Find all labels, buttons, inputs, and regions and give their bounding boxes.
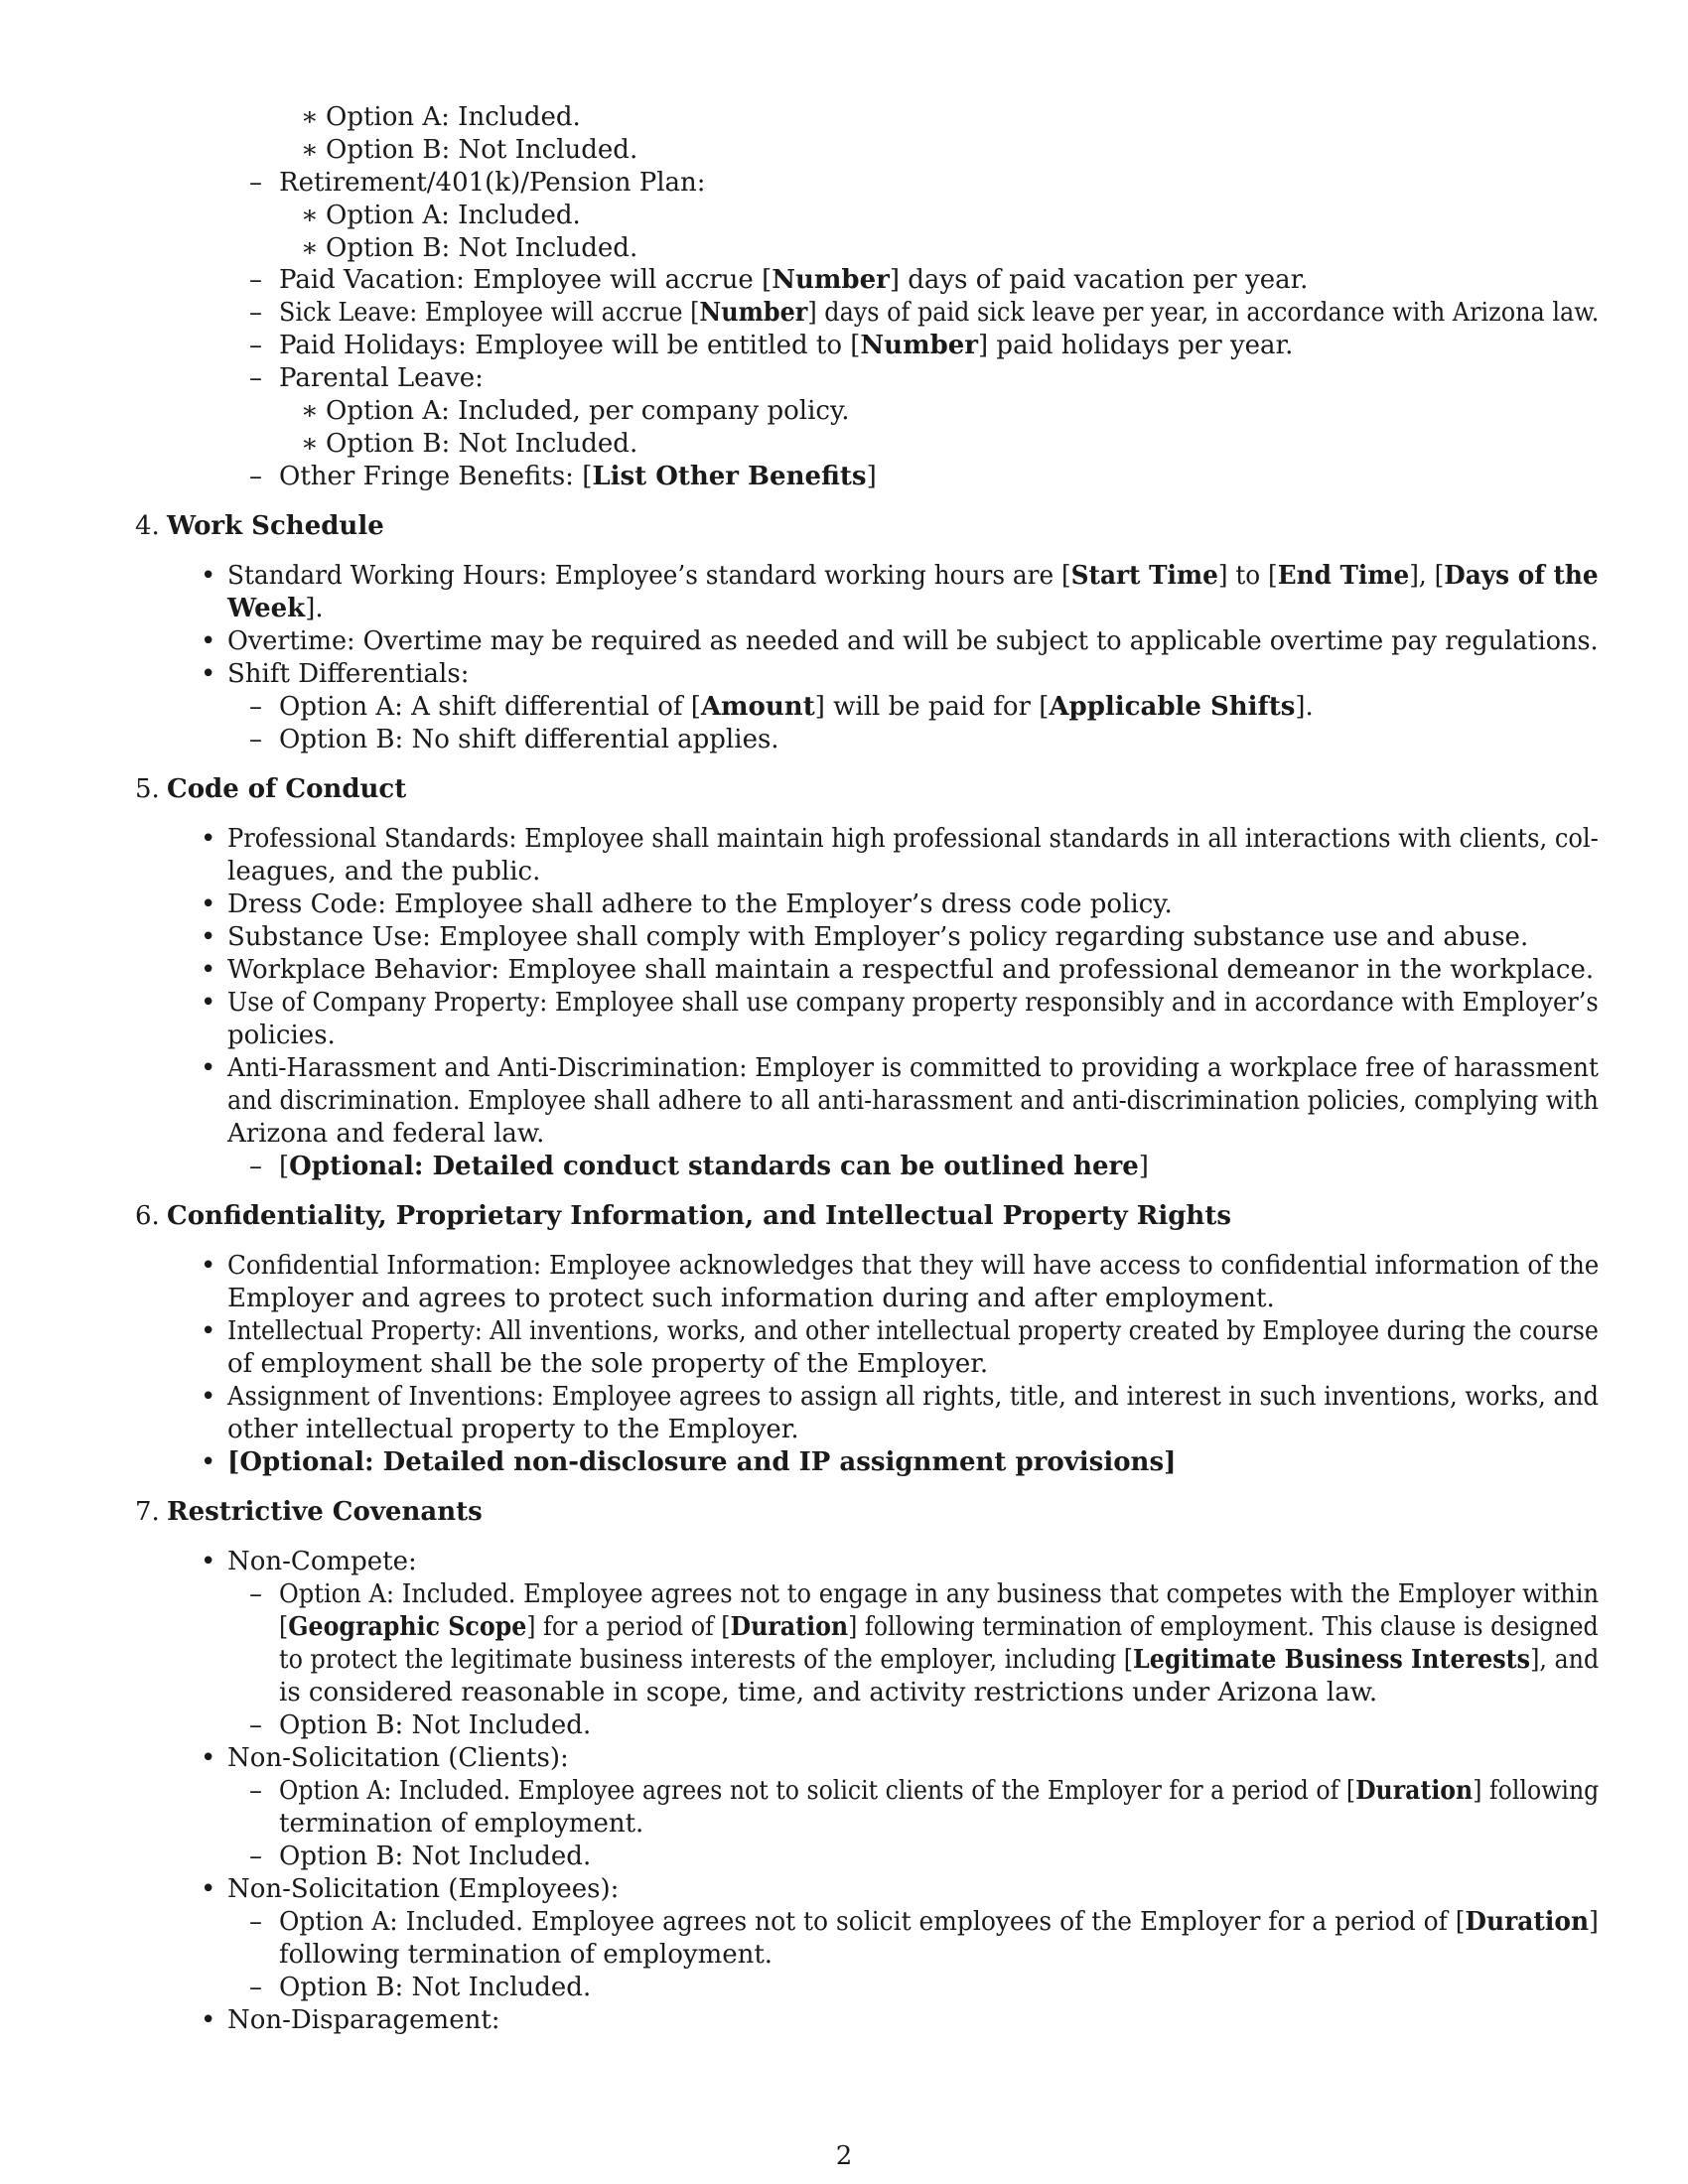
section-heading: Work Schedule — [167, 511, 384, 541]
list-item-continuation: following termination of employment. — [279, 1940, 774, 1970]
bullet-marker: • — [201, 1447, 216, 1477]
star-marker: ∗ — [301, 396, 319, 426]
section-number: 7. — [135, 1497, 160, 1527]
list-item: Option B: Not Included. — [279, 1710, 592, 1740]
dash-marker: – — [249, 1907, 262, 1937]
list-item: Option B: Not Included. — [326, 233, 638, 263]
star-marker: ∗ — [301, 429, 319, 459]
list-item-continuation: other intellectual property to the Employer. — [227, 1415, 799, 1444]
list-item: Option A: Included. — [326, 102, 581, 132]
list-item: Option B: Not Included. — [279, 1842, 592, 1871]
bullet-marker: • — [201, 824, 216, 854]
list-item: Option B: No shift differential applies. — [279, 725, 779, 754]
list-item-continuation: and discrimination. Employee shall adhere to all anti-harassment and anti-discrimination policies, complying with — [227, 1086, 1599, 1116]
list-item: Parental Leave: — [279, 363, 484, 393]
list-item-continuation: termination of employment. — [279, 1809, 644, 1839]
bullet-marker: • — [201, 1251, 216, 1281]
list-item: Option B: Not Included. — [326, 429, 638, 459]
dash-marker: – — [249, 1579, 262, 1609]
star-marker: ∗ — [301, 233, 319, 263]
bullet-marker: • — [201, 659, 216, 689]
dash-marker: – — [249, 363, 262, 393]
star-marker: ∗ — [301, 201, 319, 230]
bullet-marker: • — [201, 922, 216, 952]
list-item: Overtime: Overtime may be required as needed and will be subject to applicable overtime pay regulations. — [227, 626, 1599, 656]
page-number: 2 — [835, 2141, 853, 2171]
dash-marker: – — [249, 298, 262, 328]
list-item: Option A: Included. Employee agrees not to solicit clients of the Employer for a period of [Duration] following — [279, 1776, 1600, 1806]
list-item: Option A: Included. — [326, 201, 581, 230]
dash-marker: – — [249, 331, 262, 360]
dash-marker: – — [249, 1973, 262, 2002]
list-item: Option A: Included. Employee agrees not to engage in any business that competes with the Employer within — [279, 1579, 1600, 1609]
list-item: Non-Disparagement: — [227, 2005, 500, 2035]
list-item: Assignment of Inventions: Employee agrees to assign all rights, title, and interest in such inventions, works, and — [227, 1382, 1599, 1412]
dash-marker: – — [249, 692, 262, 722]
dash-marker: – — [249, 1776, 262, 1806]
list-item: Paid Vacation: Employee will accrue [Number] days of paid vacation per year. — [279, 265, 1309, 295]
list-item: Option A: Included. Employee agrees not to solicit employees of the Employer for a period of [Duration] — [279, 1907, 1599, 1937]
bullet-marker: • — [201, 1316, 216, 1346]
bullet-marker: • — [201, 889, 216, 919]
list-item-continuation: Week]. — [227, 594, 324, 623]
list-item-continuation: to protect the legitimate business interests of the employer, including [Legitimate Business Interests], and — [279, 1645, 1600, 1675]
list-item: Use of Company Property: Employee shall use company property responsibly and in accordance with Employer’s — [227, 988, 1599, 1018]
list-item: Retirement/401(k)/Pension Plan: — [279, 168, 706, 198]
bullet-marker: • — [201, 561, 216, 591]
list-item: Sick Leave: Employee will accrue [Number] days of paid sick leave per year, in accordance with Arizona law. — [279, 298, 1600, 328]
list-item-continuation: leagues, and the public. — [227, 857, 541, 887]
section-heading: Code of Conduct — [167, 774, 407, 804]
dash-marker: – — [249, 1710, 262, 1740]
list-item: Option A: Included, per company policy. — [326, 396, 850, 426]
bullet-marker: • — [201, 626, 216, 656]
list-item: Substance Use: Employee shall comply with Employer’s policy regarding substance use and abuse. — [227, 922, 1529, 952]
list-item: Intellectual Property: All inventions, works, and other intellectual property created by Employee during the course — [227, 1316, 1599, 1346]
list-item: Non-Solicitation (Clients): — [227, 1743, 569, 1773]
list-item-continuation: Employer and agrees to protect such information during and after employment. — [227, 1284, 1275, 1313]
section-number: 4. — [135, 511, 160, 541]
dash-marker: – — [249, 462, 262, 491]
section-heading: Restrictive Covenants — [167, 1497, 483, 1527]
section-heading: Confidentiality, Proprietary Information, and Intellectual Property Rights — [167, 1201, 1231, 1231]
dash-marker: – — [249, 1152, 262, 1181]
dash-marker: – — [249, 265, 262, 295]
list-item-continuation: Arizona and federal law. — [227, 1119, 545, 1149]
bullet-marker: • — [201, 1053, 216, 1083]
section-number: 6. — [135, 1201, 160, 1231]
bullet-marker: • — [201, 1382, 216, 1412]
star-marker: ∗ — [301, 135, 319, 165]
list-item: Option B: Not Included. — [279, 1973, 592, 2002]
bullet-marker: • — [201, 955, 216, 985]
bullet-marker: • — [201, 1547, 216, 1576]
list-item: Paid Holidays: Employee will be entitled to [Number] paid holidays per year. — [279, 331, 1294, 360]
list-item: [Optional: Detailed conduct standards can be outlined here] — [279, 1152, 1149, 1181]
list-item: Dress Code: Employee shall adhere to the Employer’s dress code policy. — [227, 889, 1173, 919]
list-item: Professional Standards: Employee shall maintain high professional standards in all interactions with clients, col- — [227, 824, 1599, 854]
bullet-marker: • — [201, 1743, 216, 1773]
list-item: Shift Differentials: — [227, 659, 470, 689]
list-item: Other Fringe Benefits: [List Other Benefits] — [279, 462, 877, 491]
list-item-continuation: [Geographic Scope] for a period of [Duration] following termination of employment. This clause is designed — [279, 1612, 1599, 1642]
list-item-continuation: is considered reasonable in scope, time, and activity restrictions under Arizona law. — [279, 1678, 1378, 1707]
list-item: Anti-Harassment and Anti-Discrimination: Employer is committed to providing a workplace free of harassment — [227, 1053, 1599, 1083]
list-item: [Optional: Detailed non-disclosure and IP assignment provisions] — [227, 1447, 1177, 1477]
list-item: Non-Solicitation (Employees): — [227, 1874, 620, 1904]
bullet-marker: • — [201, 1874, 216, 1904]
list-item-continuation: policies. — [227, 1021, 336, 1050]
list-item: Option A: A shift differential of [Amount] will be paid for [Applicable Shifts]. — [279, 692, 1314, 722]
list-item: Standard Working Hours: Employee’s standard working hours are [Start Time] to [End Time], [Days of the — [227, 561, 1599, 591]
list-item: Option B: Not Included. — [326, 135, 638, 165]
star-marker: ∗ — [301, 102, 319, 132]
section-number: 5. — [135, 774, 160, 804]
list-item-continuation: of employment shall be the sole property of the Employer. — [227, 1349, 989, 1379]
dash-marker: – — [249, 1842, 262, 1871]
dash-marker: – — [249, 725, 262, 754]
bullet-marker: • — [201, 988, 216, 1018]
list-item: Workplace Behavior: Employee shall maintain a respectful and professional demeanor in the workplace. — [227, 955, 1595, 985]
list-item: Non-Compete: — [227, 1547, 417, 1576]
list-item: Confidential Information: Employee acknowledges that they will have access to confidential information of the — [227, 1251, 1600, 1281]
bullet-marker: • — [201, 2005, 216, 2035]
dash-marker: – — [249, 168, 262, 198]
